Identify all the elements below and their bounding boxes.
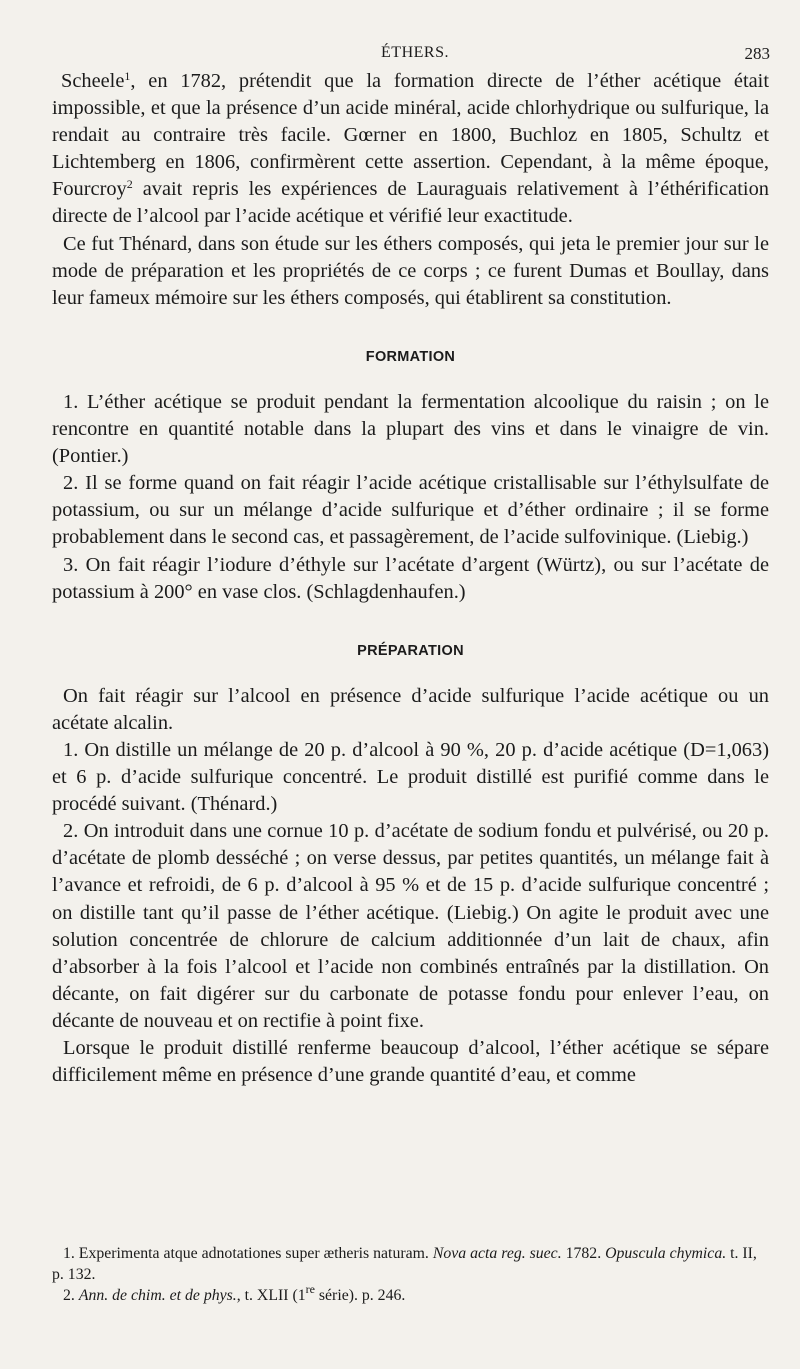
p1-text-c: avait repris les expériences de Lauraguais relativement à l’éthérification directe de l’alcool par l’acide acétique et vérifié leur exactitude. xyxy=(52,178,769,228)
footnote-2 xyxy=(52,1282,769,1306)
paragraph-1 xyxy=(52,68,769,231)
section-title-preparation: PRÉPARATION xyxy=(357,642,464,659)
footnote-1-title: 1. Experimenta atque adnotationes super ætheris naturam. xyxy=(63,1245,429,1262)
preparation-item-2: 2. On introduit dans une cornue 10 p. d’acétate de sodium fondu et pulvérisé, ou 20 p. d’acétate de plomb desséché ; on verse dessus, par petites quantités, un mélange fait à l’avance et refroidi, de 6 p. d’alcool à 95 % et de 15 p. d’acide sulfurique concentré ; on distille tant qu’il passe de l’éther acétique. (Liebig.) On agite le produit avec une solution concentrée de chlorure de calcium additionnée d’un lait de chaux, afin d’absorber à la fois l’alcool et l’acide non combinés entraînés par la distillation. On décante, on fait digérer sur du carbonate de potasse fondu pour enlever l’eau, on décante de nouveau et on rectifie à point fixe. xyxy=(52,820,769,1032)
p1-text-a: Scheele xyxy=(61,70,125,92)
footnotes xyxy=(52,1243,769,1306)
footnote-ref-1: 1 xyxy=(124,69,131,83)
p1-text-b: , en 1782, prétendit que la formation directe de l’éther acétique était impossible, et que la présence d’un acide minéral, acide chlorhydrique ou sulfurique, la rendait au contraire très facile. Gœrner en 1800, Buchloz en 1805, Schultz et Lichtemberg en 1806, confirmèrent cette assertion. Cependant, à la même époque, Fourcroy xyxy=(52,70,769,201)
footnote-2-page: série). p. 246. xyxy=(314,1287,406,1304)
preparation-item-1: 1. On distille un mélange de 20 p. d’alcool à 90 %, 20 p. d’acide acétique (D=1,063) et 6 p. d’acide sulfurique concentré. Le produit distillé est purifié comme dans le procédé suivant. (Thénard.) xyxy=(52,738,769,816)
running-title: ÉTHERS. xyxy=(381,44,449,61)
formation-item-2: 2. Il se forme quand on fait réagir l’acide acétique cristallisable sur l’éthylsulfate de potassium, ou sur un mélange d’acide sulfurique et d’éther ordinaire ; il se forme probablement dans le second cas, et passagèrement, de l’acide sulfovinique. (Liebig.) xyxy=(52,472,769,549)
page-number: 283 xyxy=(744,44,770,63)
footnote-2-journal: Ann. de chim. et de phys. xyxy=(78,1287,237,1304)
paragraph-2: Ce fut Thénard, dans son étude sur les éthers composés, qui jeta le premier jour sur le mode de préparation et les propriétés de ce corps ; ce furent Dumas et Boullay, dans leur fameux mémoire sur les éthers composés, qui établirent sa constitution. xyxy=(52,232,769,309)
footnote-2-volume: , t. XLII (1 xyxy=(236,1287,306,1304)
formation-item-3: 3. On fait réagir l’iodure d’éthyle sur l’acétate d’argent (Würtz), ou sur l’acétate de potassium à 200° en vase clos. (Schlagdenhaufen.) xyxy=(52,553,769,603)
footnote-ref-2: 2 xyxy=(126,177,133,192)
footnote-1-work: Opuscula chymica. xyxy=(605,1245,727,1262)
section-title-formation: FORMATION xyxy=(365,348,456,365)
body-text xyxy=(52,68,769,1089)
footnote-1-journal: Nova acta reg. suec. xyxy=(432,1245,562,1262)
page-header xyxy=(60,44,770,68)
footnote-1-volume: t. II, p. 132. xyxy=(52,1245,757,1283)
footnote-2-sup: re xyxy=(305,1282,315,1296)
footnote-2-number: 2. xyxy=(63,1287,75,1304)
preparation-paragraph-3: Lorsque le produit distillé renferme beaucoup d’alcool, l’éther acétique se sépare difficilement même en présence d’une grande quantité d’eau, et comme xyxy=(52,1037,769,1087)
footnote-1 xyxy=(52,1243,769,1285)
footnote-1-year: 1782. xyxy=(565,1245,602,1262)
preparation-intro: On fait réagir sur l’alcool en présence d’acide sulfurique l’acide acétique ou un acétate alcalin. xyxy=(52,684,769,734)
formation-item-1: 1. L’éther acétique se produit pendant la fermentation alcoolique du raisin ; on le rencontre en quantité notable dans la plupart des vins et dans le vinaigre de vin. (Pontier.) xyxy=(52,390,769,468)
